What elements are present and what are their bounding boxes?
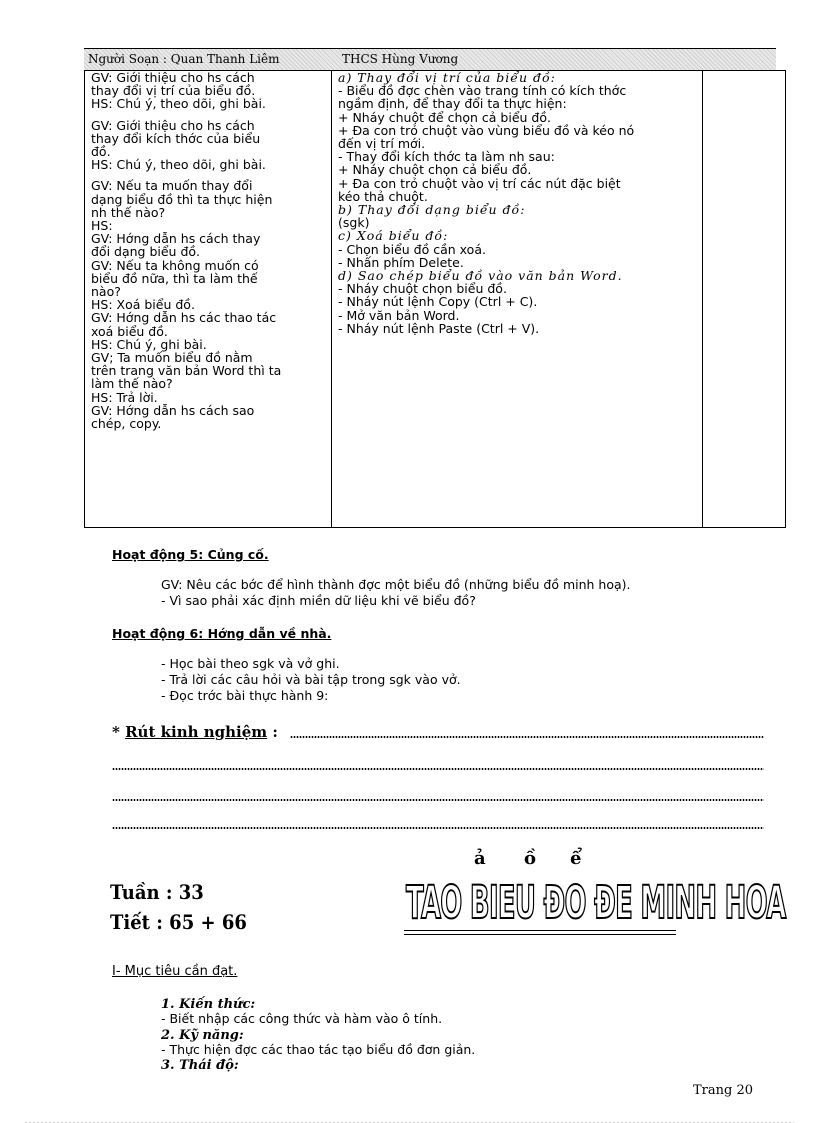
tone-mark-icon: ồ: [524, 848, 537, 869]
teacher-line: nh thế nào?: [91, 204, 166, 220]
objectives-title: I- Mục tiêu cần đạt.: [112, 964, 238, 979]
teacher-activity-list: [91, 71, 327, 430]
teacher-line: GV: Giới thiệu cho hs cách: [91, 117, 255, 133]
teacher-line: HS:: [91, 218, 113, 234]
lesson-title: TAO BIEU ĐO ĐE MINH HOA: [406, 878, 786, 930]
lesson-title-wordart: [404, 848, 786, 940]
content-heading: d) Sao chép biểu đồ vào văn bản Word.: [338, 268, 623, 284]
teacher-line: nào?: [91, 284, 121, 300]
activity5-line: - Vì sao phải xác định miền dữ liệu khi vẽ biểu đồ?: [161, 593, 476, 608]
content-list: [338, 71, 698, 335]
content-heading: c) Xoá biểu đồ:: [338, 228, 449, 244]
table-row: [85, 71, 786, 528]
content-line: + Đa con trỏ chuột vào vị trí các nút đặc biệt: [338, 175, 621, 191]
content-cell: [332, 71, 703, 528]
experience-heading: [112, 723, 278, 741]
header-author: Người Soạn : Quan Thanh Liêm: [88, 52, 280, 66]
experience-label: Rút kinh nghiệm: [125, 723, 268, 741]
experience-dotted-line: [112, 799, 764, 801]
activity5-title: Hoạt động 5: Củng cố.: [112, 547, 269, 562]
teacher-line: biểu đồ nữa, thì ta làm thế: [91, 270, 258, 286]
page-number: Trang 20: [693, 1083, 754, 1098]
teacher-line: trên trang văn bản Word thì ta: [91, 363, 282, 379]
content-line: - Nhấn phím Delete.: [338, 254, 464, 270]
content-line: - Chọn biểu đồ cần xoá.: [338, 241, 486, 257]
teacher-line: làm thế nào?: [91, 376, 173, 392]
skill-text: - Thực hiện đợc các thao tác tạo biểu đồ đơn giản.: [161, 1042, 476, 1057]
teacher-line: HS: Chú ý, ghi bài.: [91, 336, 207, 352]
content-line: - Biểu đồ đợc chèn vào trang tính có kích thớc: [338, 83, 627, 99]
notes-cell: [703, 71, 786, 528]
content-line: - Nháy nút lệnh Paste (Ctrl + V).: [338, 320, 540, 336]
knowledge-label: 1. Kiến thức:: [161, 997, 256, 1012]
lesson-period: Tiết : 65 + 66: [110, 910, 247, 934]
teacher-line: GV: Nếu ta không muốn có: [91, 257, 259, 273]
content-line: (sgk): [338, 215, 370, 231]
tone-mark-icon: ả: [474, 848, 486, 869]
teacher-line: GV: Hớng dẫn hs cách thay: [91, 231, 261, 247]
teacher-line: HS: Chú ý, theo dõi, ghi bài.: [91, 157, 266, 173]
teacher-line: xoá biểu đồ.: [91, 323, 168, 339]
teacher-line: thay đổi kích thớc của biểu: [91, 130, 261, 146]
activity6-line: - Đọc trớc bài thực hành 9:: [161, 688, 329, 703]
content-heading: a) Thay đổi vị trí của biểu đồ:: [338, 70, 556, 85]
teacher-line: GV; Ta muốn biểu đồ nằm: [91, 350, 253, 366]
teacher-line: HS: Trả lời.: [91, 389, 158, 405]
attitude-label: 3. Thái độ:: [161, 1058, 239, 1073]
content-line: ngầm định, để thay đổi ta thực hiện:: [338, 96, 567, 112]
lesson-table: [84, 70, 786, 528]
teacher-line: đổi dạng biểu đồ.: [91, 244, 201, 260]
teacher-line: đồ.: [91, 144, 111, 160]
teacher-line: GV: Nếu ta muốn thay đổi: [91, 178, 253, 194]
content-line: - Mở văn bản Word.: [338, 307, 460, 323]
content-line: + Nháy chuột chọn cả biểu đồ.: [338, 162, 532, 178]
experience-star: *: [112, 723, 126, 741]
experience-dotted-line: [112, 768, 764, 770]
teacher-line: thay đổi vị trí của biểu đồ.: [91, 83, 256, 99]
activity6-title: Hoạt động 6: Hớng dẫn về nhà.: [112, 626, 332, 641]
content-line: kéo thả chuột.: [338, 188, 428, 204]
teacher-line: HS: Chú ý, theo dõi, ghi bài.: [91, 96, 266, 112]
experience-dotted-line: [112, 827, 764, 829]
content-line: - Thay đổi kích thớc ta làm nh sau:: [338, 149, 555, 165]
content-line: - Nháy nút lệnh Copy (Ctrl + C).: [338, 294, 538, 310]
skill-label: 2. Kỹ năng:: [161, 1028, 244, 1043]
tone-mark-icon: ể: [570, 848, 582, 869]
teacher-line: HS: Xoá biểu đồ.: [91, 297, 195, 313]
content-line: + Nháy chuột để chọn cả biểu đồ.: [338, 109, 551, 125]
teacher-line: GV: Hớng dẫn hs cách sao: [91, 402, 255, 418]
experience-colon: :: [267, 723, 278, 741]
teacher-line: dạng biểu đồ thì ta thực hiện: [91, 191, 273, 207]
lesson-week: Tuần : 33: [110, 880, 204, 904]
header-school: THCS Hùng Vương: [342, 52, 459, 66]
teacher-line: GV: Hớng dẫn hs các thao tác: [91, 310, 277, 326]
teacher-line: chép, copy.: [91, 416, 162, 432]
content-line: + Đa con trỏ chuột vào vùng biểu đồ và kéo nó: [338, 122, 635, 138]
content-line: - Nháy chuột chọn biểu đồ.: [338, 281, 507, 297]
page-header: [84, 48, 776, 71]
knowledge-text: - Biết nhập các công thức và hàm vào ô tính.: [161, 1011, 443, 1026]
teacher-student-activity-cell: [85, 71, 332, 528]
title-underline-decoration: [404, 930, 676, 935]
content-heading: b) Thay đổi dạng biểu đồ:: [338, 202, 526, 218]
content-line: đến vị trí mới.: [338, 136, 426, 152]
activity5-line: GV: Nêu các bớc để hình thành đợc một biểu đồ (những biểu đồ minh hoạ).: [161, 577, 631, 592]
activity6-line: - Trả lời các câu hỏi và bài tập trong sgk vào vở.: [161, 672, 461, 687]
experience-dotted-line: [290, 736, 764, 738]
activity6-line: - Học bài theo sgk và vở ghi.: [161, 656, 340, 671]
teacher-line: GV: Giới thiệu cho hs cách: [91, 70, 255, 85]
